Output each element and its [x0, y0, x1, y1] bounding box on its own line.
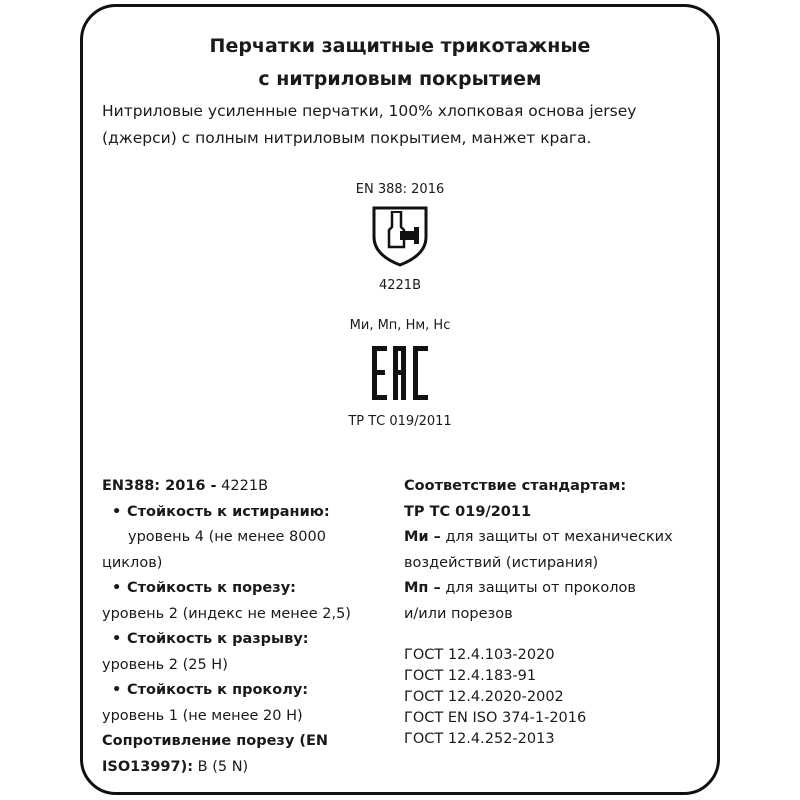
product-description: [102, 98, 702, 152]
title-line-1: Перчатки защитные трикотажные: [209, 35, 591, 57]
en-standard-label: EN 388: 2016: [355, 182, 445, 197]
eac-marks-label: Ми, Мп, Нм, Нс: [349, 318, 451, 333]
gost-standards-list: [404, 645, 704, 750]
mi-text-line-1: для защиты от механических: [440, 529, 673, 545]
abrasion-value-line-1: уровень 4 (не менее 8000: [128, 529, 326, 545]
tear-value: уровень 2 (25 Н): [102, 656, 228, 673]
gost-item: ГОСТ 12.4.2020-2002: [404, 689, 564, 705]
en-spec-value: 4221B: [216, 478, 269, 494]
iso-value: B (5 N): [193, 758, 249, 775]
mi-line-1: [404, 525, 704, 551]
iso-label-line-1: Сопротивление порезу (EN: [102, 733, 329, 749]
title-line-2: с нитриловым покрытием: [258, 68, 542, 90]
eac-regulation-label: ТР ТС 019/2011: [348, 414, 452, 429]
gost-item: ГОСТ 12.4.252-2013: [404, 731, 555, 747]
compliance-regulation: ТР ТС 019/2011: [404, 503, 532, 520]
cut-value: уровень 2 (индекс не менее 2,5): [102, 605, 351, 622]
en-spec-line: [102, 474, 392, 500]
cut-label: • Стойкость к порезу:: [102, 576, 392, 602]
description-line-2: (джерси) с полным нитриловым покрытием, манжет крага.: [102, 129, 592, 147]
right-compliance-column: [404, 474, 704, 750]
compliance-heading: Соответствие стандартам:: [404, 478, 627, 494]
mp-label: Мп –: [404, 580, 441, 596]
iso-line-2: [102, 755, 392, 781]
mi-text-line-2: воздействий (истирания): [404, 554, 599, 571]
mp-text-line-1: для защиты от проколов: [440, 580, 636, 596]
iso-label-line-2: ISO13997):: [102, 758, 194, 775]
mp-text-line-2: и/или порезов: [404, 605, 513, 622]
eac-mark-icon: [372, 346, 428, 400]
tear-label: • Стойкость к разрыву:: [102, 627, 392, 653]
abrasion-value-line-2: циклов): [102, 554, 163, 571]
product-title: [80, 30, 720, 96]
en-spec-label: EN388: 2016 -: [102, 478, 217, 494]
mp-line-1: [404, 576, 704, 602]
en-performance-code: 4221B: [378, 278, 421, 293]
gost-item: ГОСТ EN ISO 374-1-2016: [404, 710, 587, 726]
mi-label: Ми –: [404, 529, 441, 545]
description-line-1: Нитриловые усиленные перчатки, 100% хлопковая основа jersey: [102, 102, 637, 120]
puncture-value: уровень 1 (не менее 20 Н): [102, 707, 303, 724]
puncture-label: • Стойкость к проколу:: [102, 678, 392, 704]
glove-hammer-shield-icon: [370, 205, 430, 267]
left-specs-column: [102, 474, 392, 780]
gost-item: ГОСТ 12.4.103-2020: [404, 647, 555, 663]
gost-item: ГОСТ 12.4.183-91: [404, 668, 537, 684]
abrasion-label: • Стойкость к истиранию:: [102, 500, 392, 526]
